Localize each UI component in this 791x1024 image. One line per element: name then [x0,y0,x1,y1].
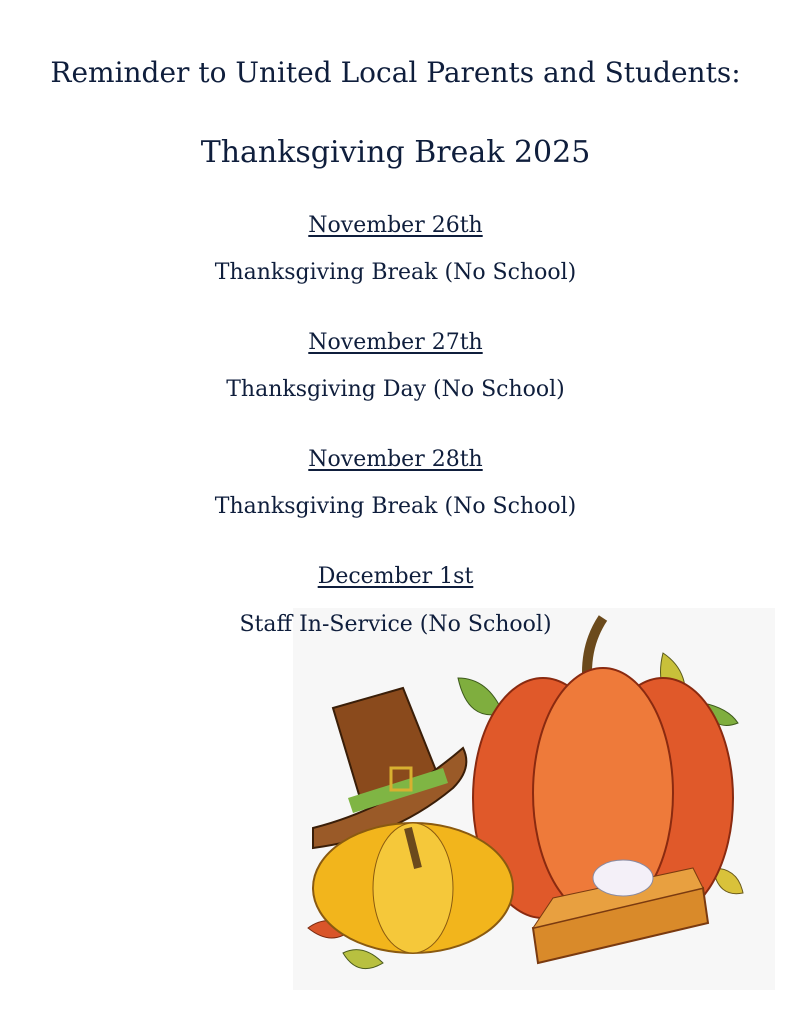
schedule-date: November 27th [308,330,483,355]
schedule-description: Thanksgiving Day (No School) [226,377,565,402]
schedule-description: Thanksgiving Break (No School) [214,260,577,285]
schedule-date: November 28th [308,447,483,472]
schedule-description: Staff In-Service (No School) [239,612,552,637]
squash-icon [313,823,513,953]
schedule-date: November 26th [308,213,483,238]
page-title: Reminder to United Local Parents and Students: [50,56,741,89]
page-subtitle: Thanksgiving Break 2025 [200,135,591,170]
thanksgiving-illustration [293,608,775,990]
schedule-date: December 1st [317,564,474,589]
schedule-description: Thanksgiving Break (No School) [214,494,577,519]
